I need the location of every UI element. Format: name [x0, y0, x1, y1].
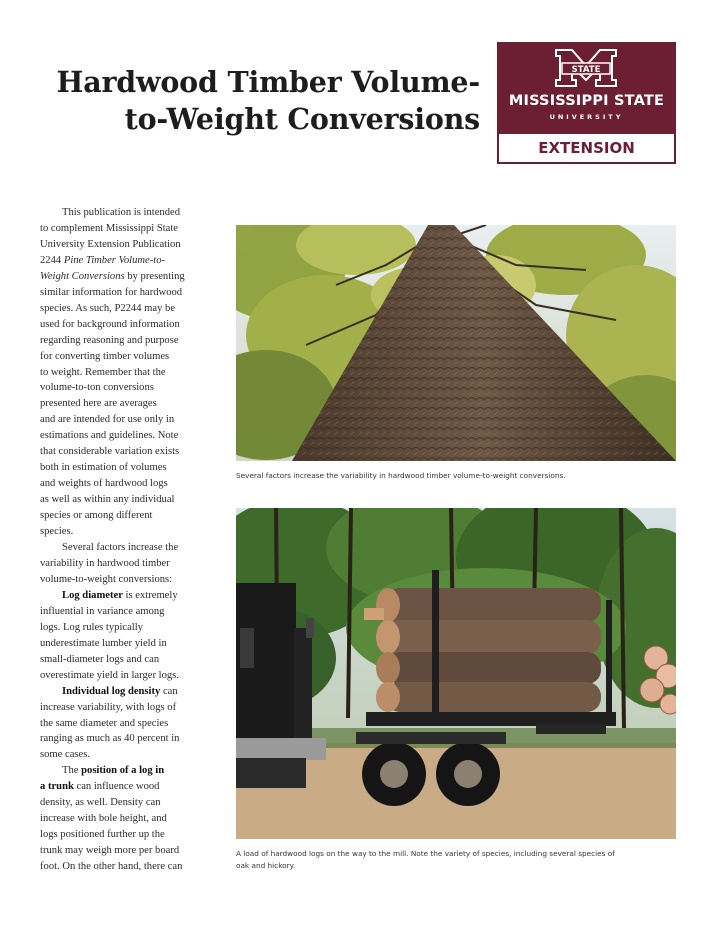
- figure-2-caption-line-2: oak and hickory.: [236, 860, 296, 870]
- figure-2-caption-line-1: A load of hardwood logs on the way to the mill. Note the variety of species, including several species of: [236, 849, 615, 858]
- body-line: University Extension Publication: [40, 238, 181, 250]
- term-log-diameter: Log diameter: [62, 589, 123, 601]
- figure-1-caption: Several factors increase the variability in hardwood timber volume-to-weight conversions.: [236, 471, 566, 480]
- term-log-position: a trunk: [40, 781, 74, 793]
- body-line: This publication is intended: [62, 207, 180, 218]
- body-text: 2244: [40, 254, 64, 266]
- body-line: increase variability, with logs of: [40, 701, 177, 713]
- term-log-position: position of a log in: [81, 765, 165, 777]
- tree-trunk-photo: [236, 225, 676, 461]
- body-line: [40, 779, 222, 795]
- body-text: can influence wood: [73, 781, 160, 793]
- body-text-column: [40, 205, 222, 875]
- body-line: similar information for hardwood: [40, 286, 183, 298]
- body-text: is extremely: [122, 589, 178, 601]
- body-line: [40, 763, 222, 779]
- figure-2-caption: [236, 848, 676, 871]
- body-line: species or among different: [40, 510, 153, 522]
- body-line: used for background information: [40, 318, 180, 330]
- body-line: volume-to-weight conversions:: [40, 573, 173, 585]
- title-line-2: to-Weight Conversions: [124, 102, 480, 136]
- body-line: to weight. Remember that the: [40, 366, 166, 378]
- body-line: and are intended for use only in: [40, 414, 175, 426]
- body-line: ranging as much as 40 percent in: [40, 733, 180, 745]
- body-line: density, as well. Density can: [40, 797, 161, 809]
- body-line: [40, 253, 222, 269]
- body-line: overestimate yield in larger logs.: [40, 669, 179, 681]
- body-line: regarding reasoning and purpose: [40, 334, 179, 346]
- body-line: that considerable variation exists: [40, 446, 180, 458]
- seal-text: STATE: [571, 65, 601, 75]
- body-line: species. As such, P2244 may be: [40, 302, 176, 314]
- body-line: for converting timber volumes: [40, 350, 170, 362]
- body-line: Several factors increase the: [62, 542, 179, 554]
- body-line: influential in variance among: [40, 605, 165, 617]
- title-line-1: Hardwood Timber Volume-: [56, 65, 480, 99]
- body-line: increase with bole height, and: [40, 813, 167, 825]
- logo-name: MISSISSIPPI STATE: [508, 93, 665, 109]
- logo-extension: EXTENSION: [497, 132, 676, 164]
- body-line: some cases.: [40, 749, 91, 761]
- publication-title-italic: Pine Timber Volume-to-: [63, 254, 166, 266]
- body-line: and weights of hardwood logs: [40, 478, 168, 490]
- body-line: variability in hardwood timber: [40, 557, 170, 569]
- body-line: to complement Mississippi State: [40, 222, 179, 234]
- body-text: The: [62, 765, 82, 777]
- body-line: presented here are averages: [40, 398, 157, 410]
- body-line: trunk may weigh more per board: [40, 845, 180, 857]
- body-line: small-diameter logs and can: [40, 653, 160, 665]
- body-text: by presenting: [124, 270, 185, 282]
- body-line: [40, 684, 222, 700]
- tree-trunk-illustration: [236, 225, 676, 461]
- body-line: both in estimation of volumes: [40, 462, 167, 474]
- body-line: underestimate lumber yield in: [40, 637, 167, 649]
- body-line: logs. Log rules typically: [40, 621, 143, 633]
- body-line: foot. On the other hand, there can: [40, 861, 183, 873]
- body-line: volume-to-ton conversions: [40, 382, 154, 394]
- body-line: [40, 588, 222, 604]
- publication-title-italic: Weight Conversions: [40, 270, 125, 282]
- body-line: species.: [40, 526, 74, 538]
- log-truck-photo: [236, 508, 676, 839]
- page-title: [40, 64, 480, 138]
- body-line: as well as within any individual: [40, 494, 175, 506]
- body-text: can: [160, 685, 178, 697]
- body-line: [40, 269, 222, 285]
- body-line: logs positioned further up the: [40, 829, 165, 841]
- msu-extension-logo: [497, 42, 676, 164]
- log-truck-illustration: [236, 508, 676, 839]
- logo-university: UNIVERSITY: [549, 113, 624, 121]
- body-line: estimations and guidelines. Note: [40, 430, 179, 442]
- body-line: the same diameter and species: [40, 717, 169, 729]
- msu-m-seal-icon: [552, 48, 620, 88]
- term-log-density: Individual log density: [62, 685, 161, 697]
